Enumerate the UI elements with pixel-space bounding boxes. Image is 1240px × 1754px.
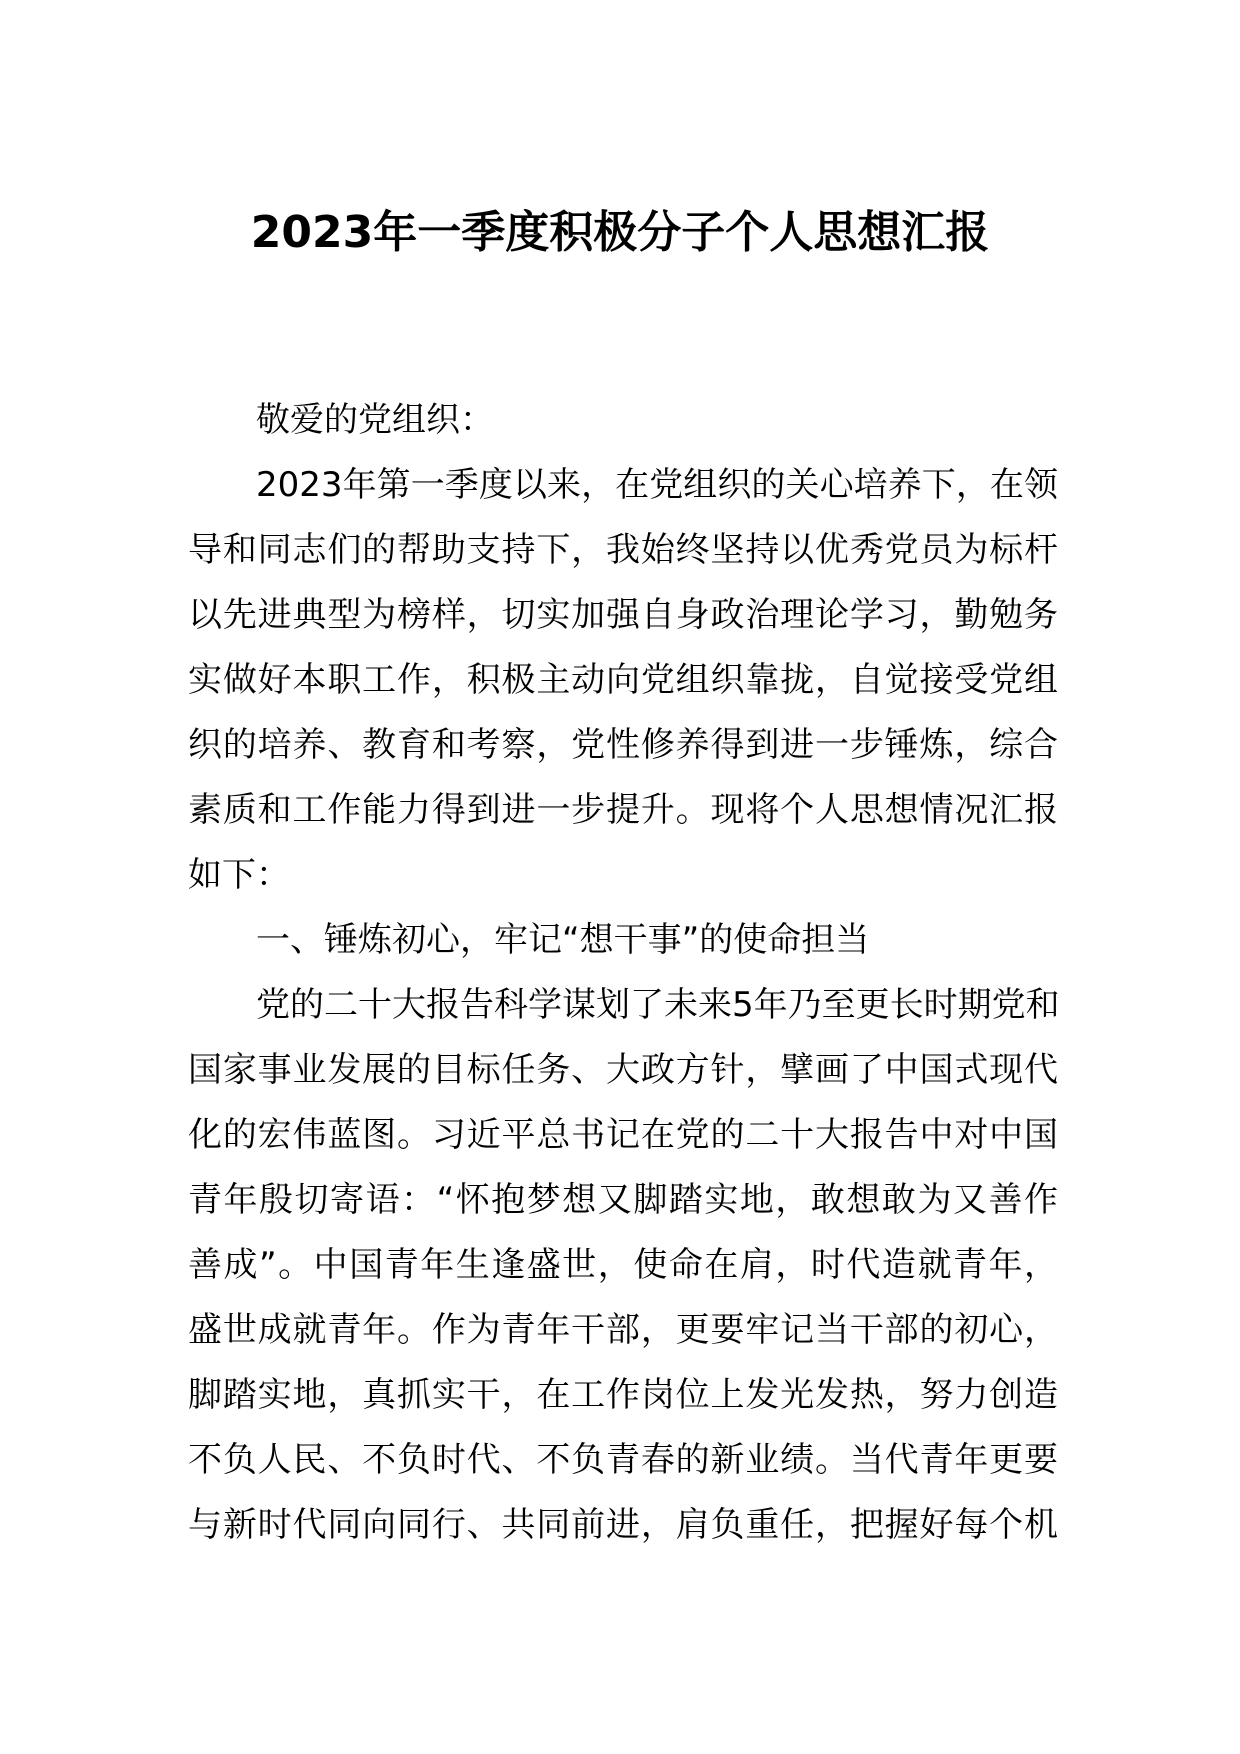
paragraph-line: 以先进典型为榜样，切实加强自身政治理论学习，勤勉务	[188, 595, 1058, 635]
paragraph-line: 2023年第一季度以来，在党组织的关心培养下，在领	[256, 465, 1058, 505]
paragraph-line: 盛世成就青年。作为青年干部，更要牢记当干部的初心，	[188, 1310, 1058, 1350]
paragraph-line: 实做好本职工作，积极主动向党组织靠拢，自觉接受党组	[188, 660, 1058, 700]
document-body	[188, 388, 1058, 1558]
paragraph-line: 素质和工作能力得到进一步提升。现将个人思想情况汇报	[188, 790, 1058, 830]
paragraph-line: 国家事业发展的目标任务、大政方针，擘画了中国式现代	[188, 1050, 1058, 1090]
paragraph-line: 与新时代同向同行、共同前进，肩负重任，把握好每个机	[188, 1505, 1058, 1545]
paragraph-line: 不负人民、不负时代、不负青春的新业绩。当代青年更要	[188, 1440, 1058, 1480]
document-title: 2023年一季度积极分子个人思想汇报	[250, 207, 990, 258]
paragraph-line: 织的培养、教育和考察，党性修养得到进一步锤炼，综合	[188, 725, 1058, 765]
paragraph-line: 导和同志们的帮助支持下，我始终坚持以优秀党员为标杆	[188, 530, 1058, 570]
paragraph-line: 青年殷切寄语：“怀抱梦想又脚踏实地，敢想敢为又善作	[188, 1180, 1058, 1220]
paragraph-line: 化的宏伟蓝图。习近平总书记在党的二十大报告中对中国	[188, 1115, 1058, 1155]
paragraph-line: 脚踏实地，真抓实干，在工作岗位上发光发热，努力创造	[188, 1375, 1058, 1415]
paragraph-line: 党的二十大报告科学谋划了未来5年乃至更长时期党和	[256, 985, 1060, 1025]
paragraph-line: 如下：	[188, 855, 290, 895]
section-heading: 一、锤炼初心，牢记“想干事”的使命担当	[256, 920, 870, 960]
paragraph-line: 善成”。中国青年生逢盛世，使命在肩，时代造就青年，	[188, 1245, 1058, 1285]
salutation: 敬爱的党组织：	[256, 400, 494, 440]
